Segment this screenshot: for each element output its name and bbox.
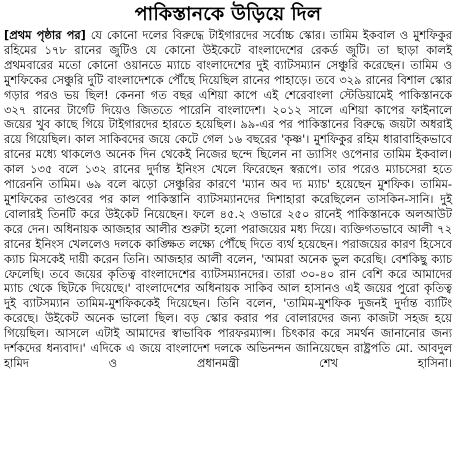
article-body xyxy=(0,28,456,371)
article-text: যে কোনো দলের বিরুদ্ধে টাইগারদের সর্বোচ্চ স্কোর। তামিম ইকবাল ও মুশফিকুর রহিমের ১৭৮ রানের জুটিও যে কোনো উইকেটে বাংলাদেশের রেকর্ড জুটি। তা ছাড়া কালই প্রথমবারের মতো কোনো ওয়ানডে ম্যাচে বাংলাদেশের দুই ব্যাটসম্যান সেঞ্চুরি করেছেন। তামিম ও মুশফিকের সেঞ্চুরি দুটি বাংলাদেশকে পৌঁছে দিয়েছিল রানের পাহাড়ে। তবে ৩২৯ রানের বিশাল স্কোর গড়ার পরও ভয় ছিল! কেননা গত বছর এশিয়া কাপে এই শেরেবাংলা স্টেডিয়ামেই পাকিস্তানকে ৩২৭ রানের টার্গেট দিয়েও জিততে পারেনি বাংলাদেশ। ২০১২ সালে এশিয়া কাপের ফাইনালে জয়ের খুব কাছে গিয়ে টাইগারদের হারতে হয়েছিল। ৯৯-এর পর পাকিস্তানের বিরুদ্ধে জয়টা অধরাই রয়ে গিয়েছিল। কাল সাকিবদের জয়ে কেটে গেল ১৬ বছরের 'কৃষ্ণ'। মুশফিকুর রহিম ধারাবাহিকভাবে রানের মধ্যে থাকলেও অনেক দিন থেকেই নিজের ছন্দে ছিলেন না ড্যাসিং ওপেনার তামিম ইকবাল। কাল ১৩৫ বলে ১৩২ রানের দুর্দান্ত ইনিংস খেলে ফিরেছেন স্বরূপে। তার পরেও ম্যাচসেরা হতে পারেননি তামিম। ৬৯ বলে ঝড়ো সেঞ্চুরির কারণে 'ম্যান অব দ্য ম্যাচ' হয়েছেন মুশফিক। তামিম-মুশফিকের তাণ্ডবের পর কাল পাকিস্তানি ব্যাটসম্যানদের দিশাহারা করেছিলেন তাসকিন-সানি। দুই বোলারই তিনটি করে উইকেট নিয়েছেন। ফলে ৪৫.২ ওভারে ২৫০ রানেই পাকিস্তানকে অলআউট করে দেন। অধিনায়ক আজহার আলীর শুরুটা হলো পরাজয়ের মধ্য দিয়ে। ব্যক্তিগতভাবে আলী ৭২ রানের ইনিংস খেললেও দলকে কাঙ্ক্ষিত লক্ষ্যে পৌঁছে দিতে ব্যর্থ হয়েছেন। পরাজয়ের কারণ হিসেবে ক্যাচ মিসকেই দায়ী করেন তিনি। আজহার আলী বলেন, 'আমরা অনেক ভুল করেছি। বেশকিছু ক্যাচ ফেলেছি। তবে জয়ের কৃতিত্ব বাংলাদেশের ব্যাটসম্যানদের। তারা ৩০-৪০ রান বেশি করে আমাদের ম্যাচ থেকে ছিটকে দিয়েছে।' বাংলাদেশের অধিনায়ক সাকিব আল হাসানও এই জয়ের পুরো কৃতিত্ব দুই ব্যাটসম্যান তামিম-মুশফিককেই দিয়েছেন। তিনি বলেন, 'তামিম-মুশফিক দুজনই দুর্দান্ত ব্যাটিং করেছে। উইকেট অনেক ভালো ছিল। বড় স্কোর করার পর বোলারদের জন্য কাজটা সহজ হয়ে গিয়েছিল। আসলে এটাই আমাদের স্বাভাবিক পারফরম্যান্স। চিৎকার করে সমর্থন জানানোর জন্য দর্শকদের ধন্যবাদ।' এদিকে এ জয়ে বাংলাদেশ দলকে অভিনন্দন জানিয়েছেন রাষ্ট্রপতি মো. আবদুল হামিদ ও প্রধানমন্ত্রী শেখ হাসিনা। xyxy=(4,28,452,370)
dateline: [প্রথম পৃষ্ঠার পর] xyxy=(4,28,86,42)
next-article-cutoff xyxy=(0,456,456,468)
headline: পাকিস্তানকে উড়িয়ে দিল xyxy=(134,3,322,25)
